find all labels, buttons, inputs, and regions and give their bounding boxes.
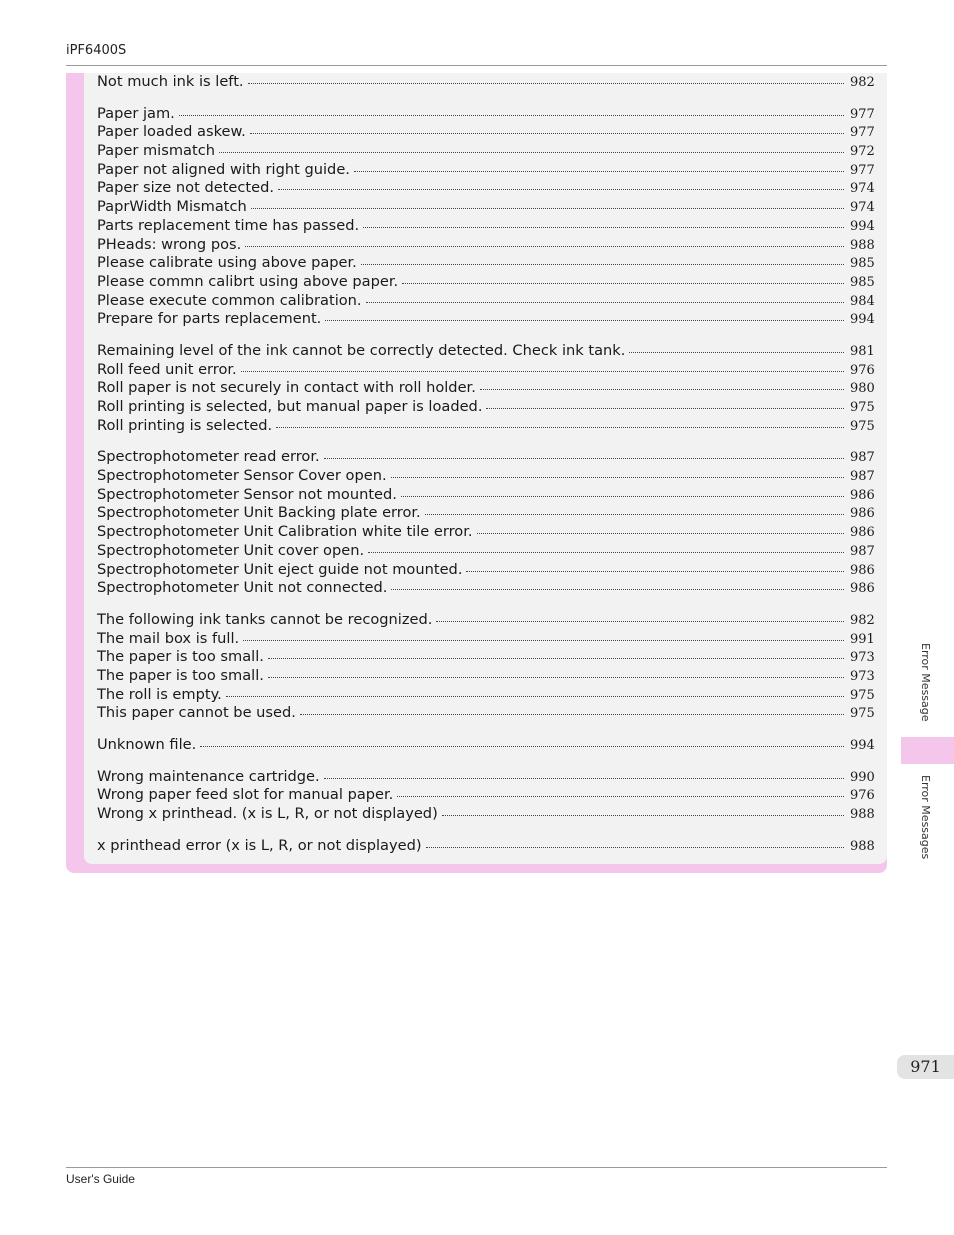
dot-leader	[250, 132, 844, 134]
index-group	[97, 105, 874, 329]
index-entry[interactable]	[97, 805, 874, 824]
index-entry[interactable]	[97, 630, 874, 649]
dot-leader	[436, 620, 844, 622]
index-entry[interactable]	[97, 704, 874, 723]
dot-leader	[179, 114, 844, 116]
index-entry[interactable]	[97, 73, 874, 92]
index-entry[interactable]	[97, 611, 874, 630]
entry-page-number[interactable]: 988	[850, 237, 875, 253]
dot-leader	[354, 170, 844, 172]
index-entry[interactable]	[97, 648, 874, 667]
entry-title[interactable]: Please execute common calibration.	[97, 291, 362, 309]
entry-page-number[interactable]: 977	[850, 106, 875, 122]
dot-leader	[325, 319, 844, 321]
entry-title[interactable]: PHeads: wrong pos.	[97, 235, 242, 253]
index-entry[interactable]	[97, 236, 874, 255]
dot-leader	[368, 551, 844, 553]
dot-leader	[426, 846, 844, 848]
entry-title[interactable]: Wrong maintenance cartridge.	[97, 767, 320, 785]
dot-leader	[477, 532, 844, 534]
dot-leader	[397, 795, 844, 797]
entry-title[interactable]: Spectrophotometer Sensor Cover open.	[97, 467, 387, 485]
entry-title[interactable]: Unknown file.	[97, 736, 197, 753]
index-entries	[97, 73, 874, 855]
entry-title[interactable]: Paper size not detected.	[97, 179, 275, 197]
entry-page-number[interactable]: 973	[850, 650, 875, 666]
entry-title[interactable]: Please calibrate using above paper.	[97, 254, 357, 272]
entry-page-number[interactable]: 972	[850, 144, 875, 160]
index-entry[interactable]	[97, 486, 874, 505]
entry-title[interactable]: Roll feed unit error.	[97, 360, 237, 378]
entry-page-number[interactable]: 981	[850, 343, 875, 359]
index-entry[interactable]	[97, 379, 874, 398]
entry-page-number[interactable]: 982	[850, 612, 875, 628]
entry-page-number[interactable]: 982	[850, 75, 875, 90]
page-number: 971	[910, 1057, 941, 1076]
entry-title[interactable]: Spectrophotometer Unit Calibration white tile error.	[97, 523, 473, 541]
index-entry[interactable]	[97, 736, 874, 755]
index-group	[97, 448, 874, 598]
entry-title[interactable]: Wrong x printhead. (x is L, R, or not displayed)	[97, 805, 438, 823]
entry-title[interactable]: Spectrophotometer Unit Backing plate error.	[97, 504, 421, 522]
index-entry[interactable]	[97, 292, 874, 311]
index-entry[interactable]	[97, 467, 874, 486]
entry-page-number[interactable]: 994	[850, 312, 875, 328]
entry-page-number[interactable]: 987	[850, 543, 875, 559]
index-entry[interactable]	[97, 198, 874, 217]
entry-title[interactable]: The roll is empty.	[97, 685, 222, 703]
entry-page-number[interactable]: 973	[850, 668, 875, 684]
footer-divider	[66, 1167, 887, 1168]
dot-leader	[200, 745, 844, 747]
entry-page-number[interactable]: 980	[850, 381, 875, 397]
entry-page-number[interactable]: 985	[850, 274, 875, 290]
dot-leader	[402, 282, 844, 284]
entry-page-number[interactable]: 986	[850, 525, 875, 541]
index-entry[interactable]	[97, 686, 874, 705]
index-group	[97, 837, 874, 856]
entry-page-number[interactable]: 974	[850, 200, 875, 216]
dot-leader	[629, 351, 844, 353]
dot-leader	[366, 301, 844, 303]
dot-leader	[248, 82, 844, 84]
entry-page-number[interactable]: 987	[850, 469, 875, 485]
entry-page-number[interactable]: 994	[850, 738, 875, 753]
entry-page-number[interactable]: 976	[850, 788, 875, 804]
entry-title[interactable]: Parts replacement time has passed.	[97, 216, 360, 234]
index-group	[97, 611, 874, 723]
index-entry[interactable]	[97, 398, 874, 417]
entry-page-number[interactable]: 975	[850, 418, 875, 434]
entry-page-number[interactable]: 975	[850, 706, 875, 722]
header-model: iPF6400S	[66, 43, 127, 58]
index-entry[interactable]	[97, 273, 874, 292]
dot-leader	[486, 407, 844, 409]
entry-title[interactable]: Roll printing is selected.	[97, 416, 273, 434]
index-entry[interactable]	[97, 254, 874, 273]
entry-page-number[interactable]: 986	[850, 562, 875, 578]
entry-page-number[interactable]: 974	[850, 181, 875, 197]
entry-page-number[interactable]: 987	[850, 450, 875, 466]
entry-page-number[interactable]: 977	[850, 125, 875, 141]
dot-leader	[361, 263, 844, 265]
entry-page-number[interactable]: 975	[850, 687, 875, 703]
entry-page-number[interactable]: 985	[850, 256, 875, 272]
entry-title[interactable]: PaprWidth Mismatch	[97, 198, 247, 216]
entry-page-number[interactable]: 986	[850, 581, 875, 597]
index-entry[interactable]	[97, 504, 874, 523]
index-entry[interactable]	[97, 786, 874, 805]
dot-leader	[278, 188, 844, 190]
index-entry[interactable]	[97, 542, 874, 561]
entry-title[interactable]: Wrong paper feed slot for manual paper.	[97, 786, 394, 804]
index-entry[interactable]	[97, 310, 874, 329]
entry-title[interactable]: Spectrophotometer read error.	[97, 448, 320, 466]
dot-leader	[466, 570, 844, 572]
index-entry[interactable]	[97, 361, 874, 380]
header-divider	[66, 65, 887, 66]
entry-title[interactable]: The following ink tanks cannot be recognized.	[97, 610, 433, 628]
index-entry[interactable]	[97, 448, 874, 467]
entry-title[interactable]: Paper mismatch	[97, 142, 215, 160]
entry-page-number[interactable]: 984	[850, 293, 875, 309]
entry-title[interactable]: Remaining level of the ink cannot be correctly detected. Check ink tank.	[97, 341, 626, 359]
entry-title[interactable]: Paper loaded askew.	[97, 123, 246, 141]
dot-leader	[442, 814, 844, 816]
index-group	[97, 342, 874, 435]
dot-leader	[324, 777, 844, 779]
side-subsection-label: Error Messages	[919, 775, 932, 860]
entry-title[interactable]: This paper cannot be used.	[97, 704, 296, 722]
index-entry[interactable]	[97, 667, 874, 686]
entry-page-number[interactable]: 991	[850, 631, 875, 647]
entry-title[interactable]: Paper jam.	[97, 104, 175, 122]
entry-page-number[interactable]: 975	[850, 400, 875, 415]
dot-leader	[245, 245, 844, 247]
dot-leader	[480, 388, 844, 390]
index-entry[interactable]	[97, 161, 874, 180]
dot-leader	[243, 639, 844, 641]
index-entry[interactable]	[97, 179, 874, 198]
entry-title[interactable]: Spectrophotometer Unit eject guide not mounted.	[97, 560, 463, 578]
footer-guide-title: User's Guide	[66, 1172, 135, 1186]
entry-title[interactable]: The paper is too small.	[97, 666, 264, 684]
index-entry[interactable]	[97, 768, 874, 787]
dot-leader	[241, 370, 844, 372]
index-entry[interactable]	[97, 217, 874, 236]
entry-title[interactable]: Roll printing is selected, but manual paper is loaded.	[97, 398, 483, 415]
index-entry[interactable]	[97, 142, 874, 161]
dot-leader	[251, 207, 844, 209]
dot-leader	[268, 676, 844, 678]
index-group	[97, 73, 874, 92]
dot-leader	[276, 426, 844, 428]
entry-page-number[interactable]: 977	[850, 162, 875, 178]
index-entry[interactable]	[97, 417, 874, 436]
section-tab-marker	[901, 737, 954, 764]
side-section-label: Error Message	[919, 643, 932, 722]
dot-leader	[401, 495, 844, 497]
index-entry[interactable]	[97, 523, 874, 542]
index-group	[97, 768, 874, 824]
entry-title[interactable]: Prepare for parts replacement.	[97, 310, 322, 328]
entry-page-number[interactable]: 994	[850, 218, 875, 234]
entry-title[interactable]: Not much ink is left.	[97, 73, 244, 90]
dot-leader	[324, 457, 844, 459]
index-entry[interactable]	[97, 579, 874, 598]
entry-title[interactable]: Spectrophotometer Sensor not mounted.	[97, 485, 397, 503]
entry-page-number[interactable]: 988	[850, 807, 875, 823]
dot-leader	[391, 588, 844, 590]
dot-leader	[300, 713, 844, 715]
entry-page-number[interactable]: 986	[850, 506, 875, 522]
entry-title[interactable]: Spectrophotometer Unit not connected.	[97, 579, 388, 597]
entry-title[interactable]: Paper not aligned with right guide.	[97, 160, 350, 178]
entry-page-number[interactable]: 976	[850, 362, 875, 378]
dot-leader	[226, 695, 844, 697]
entry-title[interactable]: Spectrophotometer Unit cover open.	[97, 541, 365, 559]
dot-leader	[425, 513, 844, 515]
entry-page-number[interactable]: 990	[850, 769, 875, 785]
index-entry[interactable]	[97, 342, 874, 361]
entry-title[interactable]: The mail box is full.	[97, 629, 240, 647]
index-entry[interactable]	[97, 561, 874, 580]
index-entry[interactable]	[97, 123, 874, 142]
entry-page-number[interactable]: 986	[850, 487, 875, 503]
entry-title[interactable]: x printhead error (x is L, R, or not displayed)	[97, 836, 422, 854]
index-entry[interactable]	[97, 837, 874, 856]
entry-title[interactable]: The paper is too small.	[97, 648, 264, 666]
dot-leader	[219, 151, 844, 153]
index-group	[97, 736, 874, 755]
index-entry[interactable]	[97, 105, 874, 124]
dot-leader	[391, 476, 844, 478]
dot-leader	[363, 226, 844, 228]
entry-page-number[interactable]: 988	[850, 838, 875, 854]
dot-leader	[268, 657, 844, 659]
entry-title[interactable]: Please commn calibrt using above paper.	[97, 272, 399, 290]
entry-title[interactable]: Roll paper is not securely in contact with roll holder.	[97, 379, 476, 397]
